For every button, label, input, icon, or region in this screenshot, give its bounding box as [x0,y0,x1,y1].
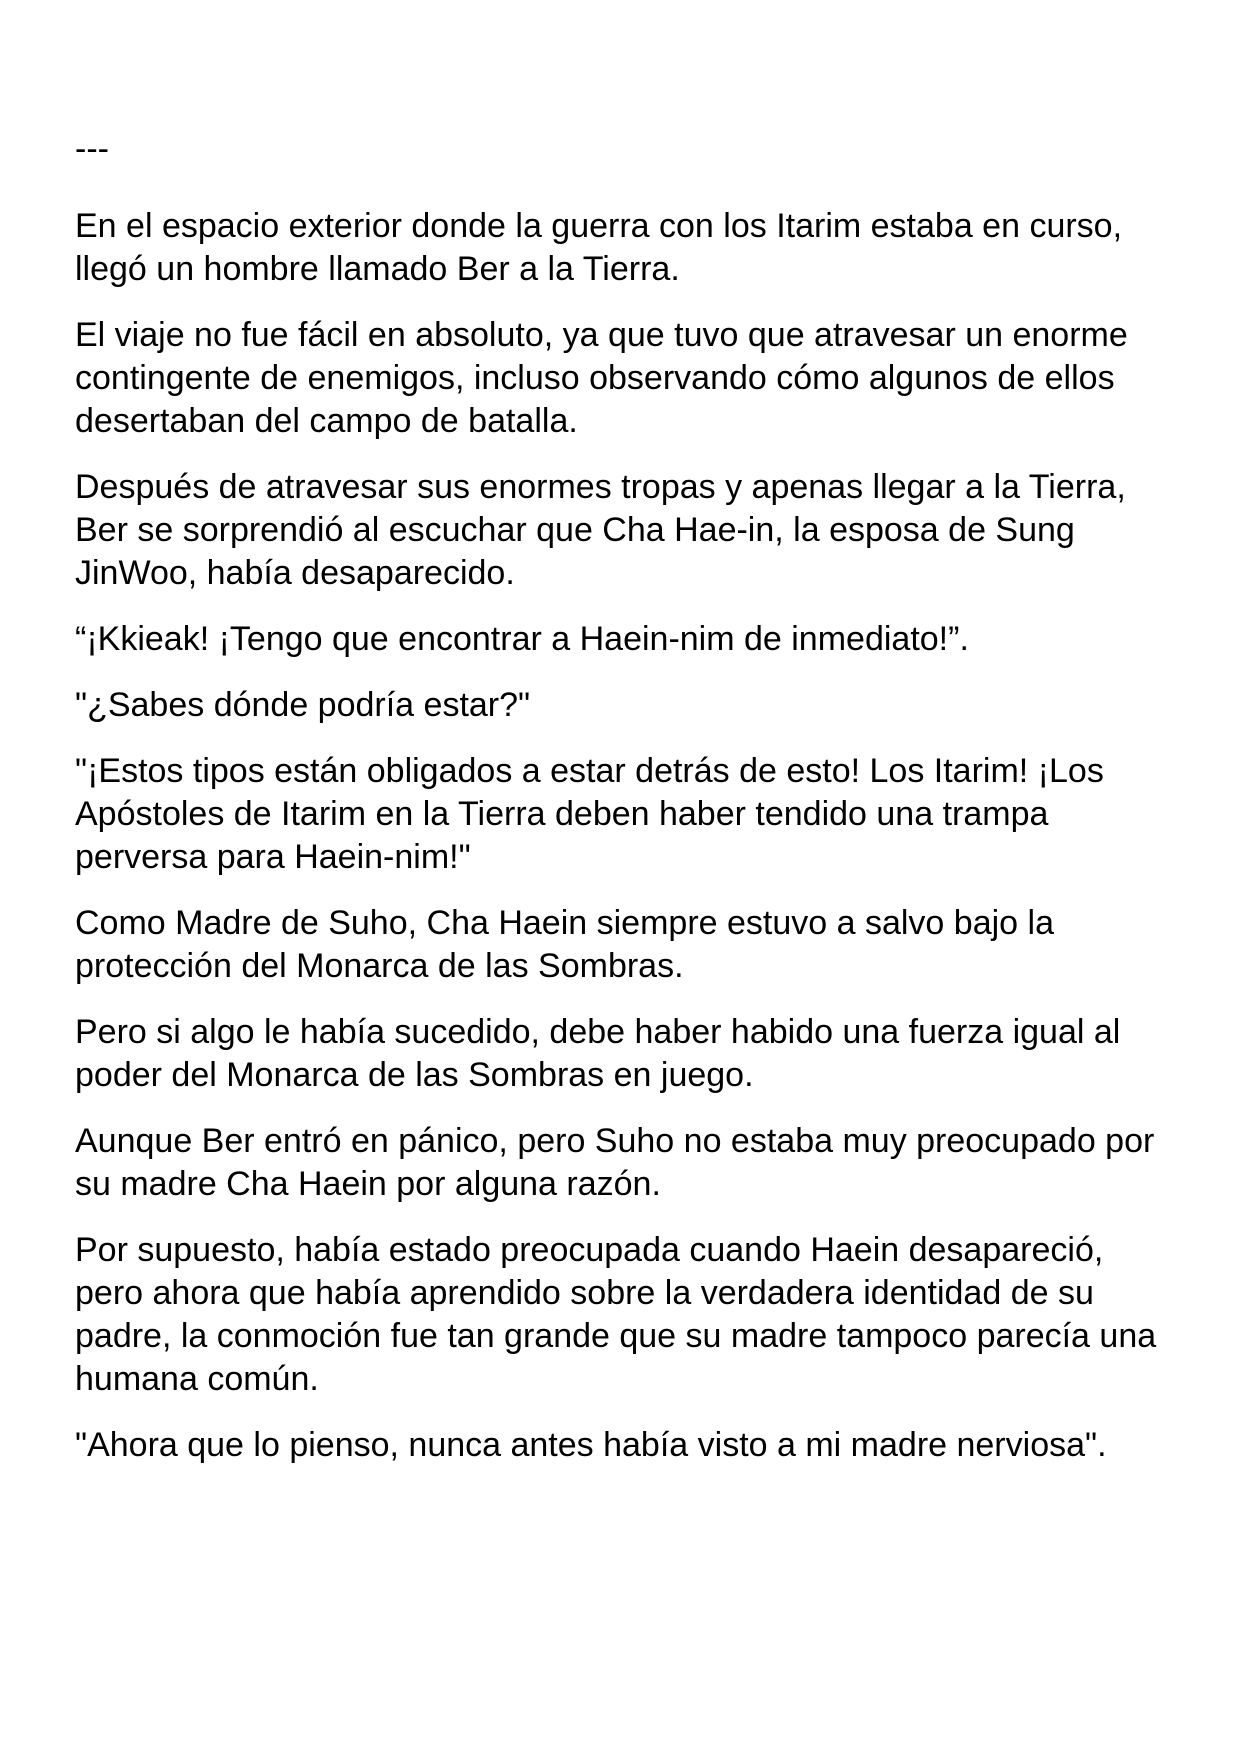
paragraph: En el espacio exterior donde la guerra con los Itarim estaba en curso, llegó un hombre llamado Ber a la Tierra. [75,207,1123,288]
dialogue-line: "Ahora que lo pienso, nunca antes había visto a mi madre nerviosa". [75,1426,1107,1464]
paragraph: Después de atravesar sus enormes tropas y apenas llegar a la Tierra, Ber se sorprendió al escuchar que Cha Hae-in, la esposa de Sung JinWoo, había desaparecido. [75,468,1126,592]
paragraph: El viaje no fue fácil en absoluto, ya que tuvo que atravesar un enorme contingente de enemigos, incluso observando cómo algunos de ellos desertaban del campo de batalla. [75,316,1128,440]
dialogue-line: "¿Sabes dónde podría estar?" [75,686,531,724]
dialogue-line: "¡Estos tipos están obligados a estar detrás de esto! Los Itarim! ¡Los Apóstoles de Itarim en la Tierra deben haber tendido una trampa perversa para Haein-nim!" [75,752,1104,876]
section-separator: --- [75,130,109,168]
dialogue-line: “¡Kkieak! ¡Tengo que encontrar a Haein-nim de inmediato!”. [75,620,969,658]
paragraph: Como Madre de Suho, Cha Haein siempre estuvo a salvo bajo la protección del Monarca de las Sombras. [75,904,1054,985]
document-body [75,128,1175,1490]
paragraph: Por supuesto, había estado preocupada cuando Haein desapareció, pero ahora que había aprendido sobre la verdadera identidad de su padre, la conmoción fue tan grande que su madre tampoco parecía una humana común. [75,1231,1157,1398]
paragraph: Aunque Ber entró en pánico, pero Suho no estaba muy preocupado por su madre Cha Haein por alguna razón. [75,1122,1155,1203]
paragraph: Pero si algo le había sucedido, debe haber habido una fuerza igual al poder del Monarca de las Sombras en juego. [75,1013,1121,1094]
